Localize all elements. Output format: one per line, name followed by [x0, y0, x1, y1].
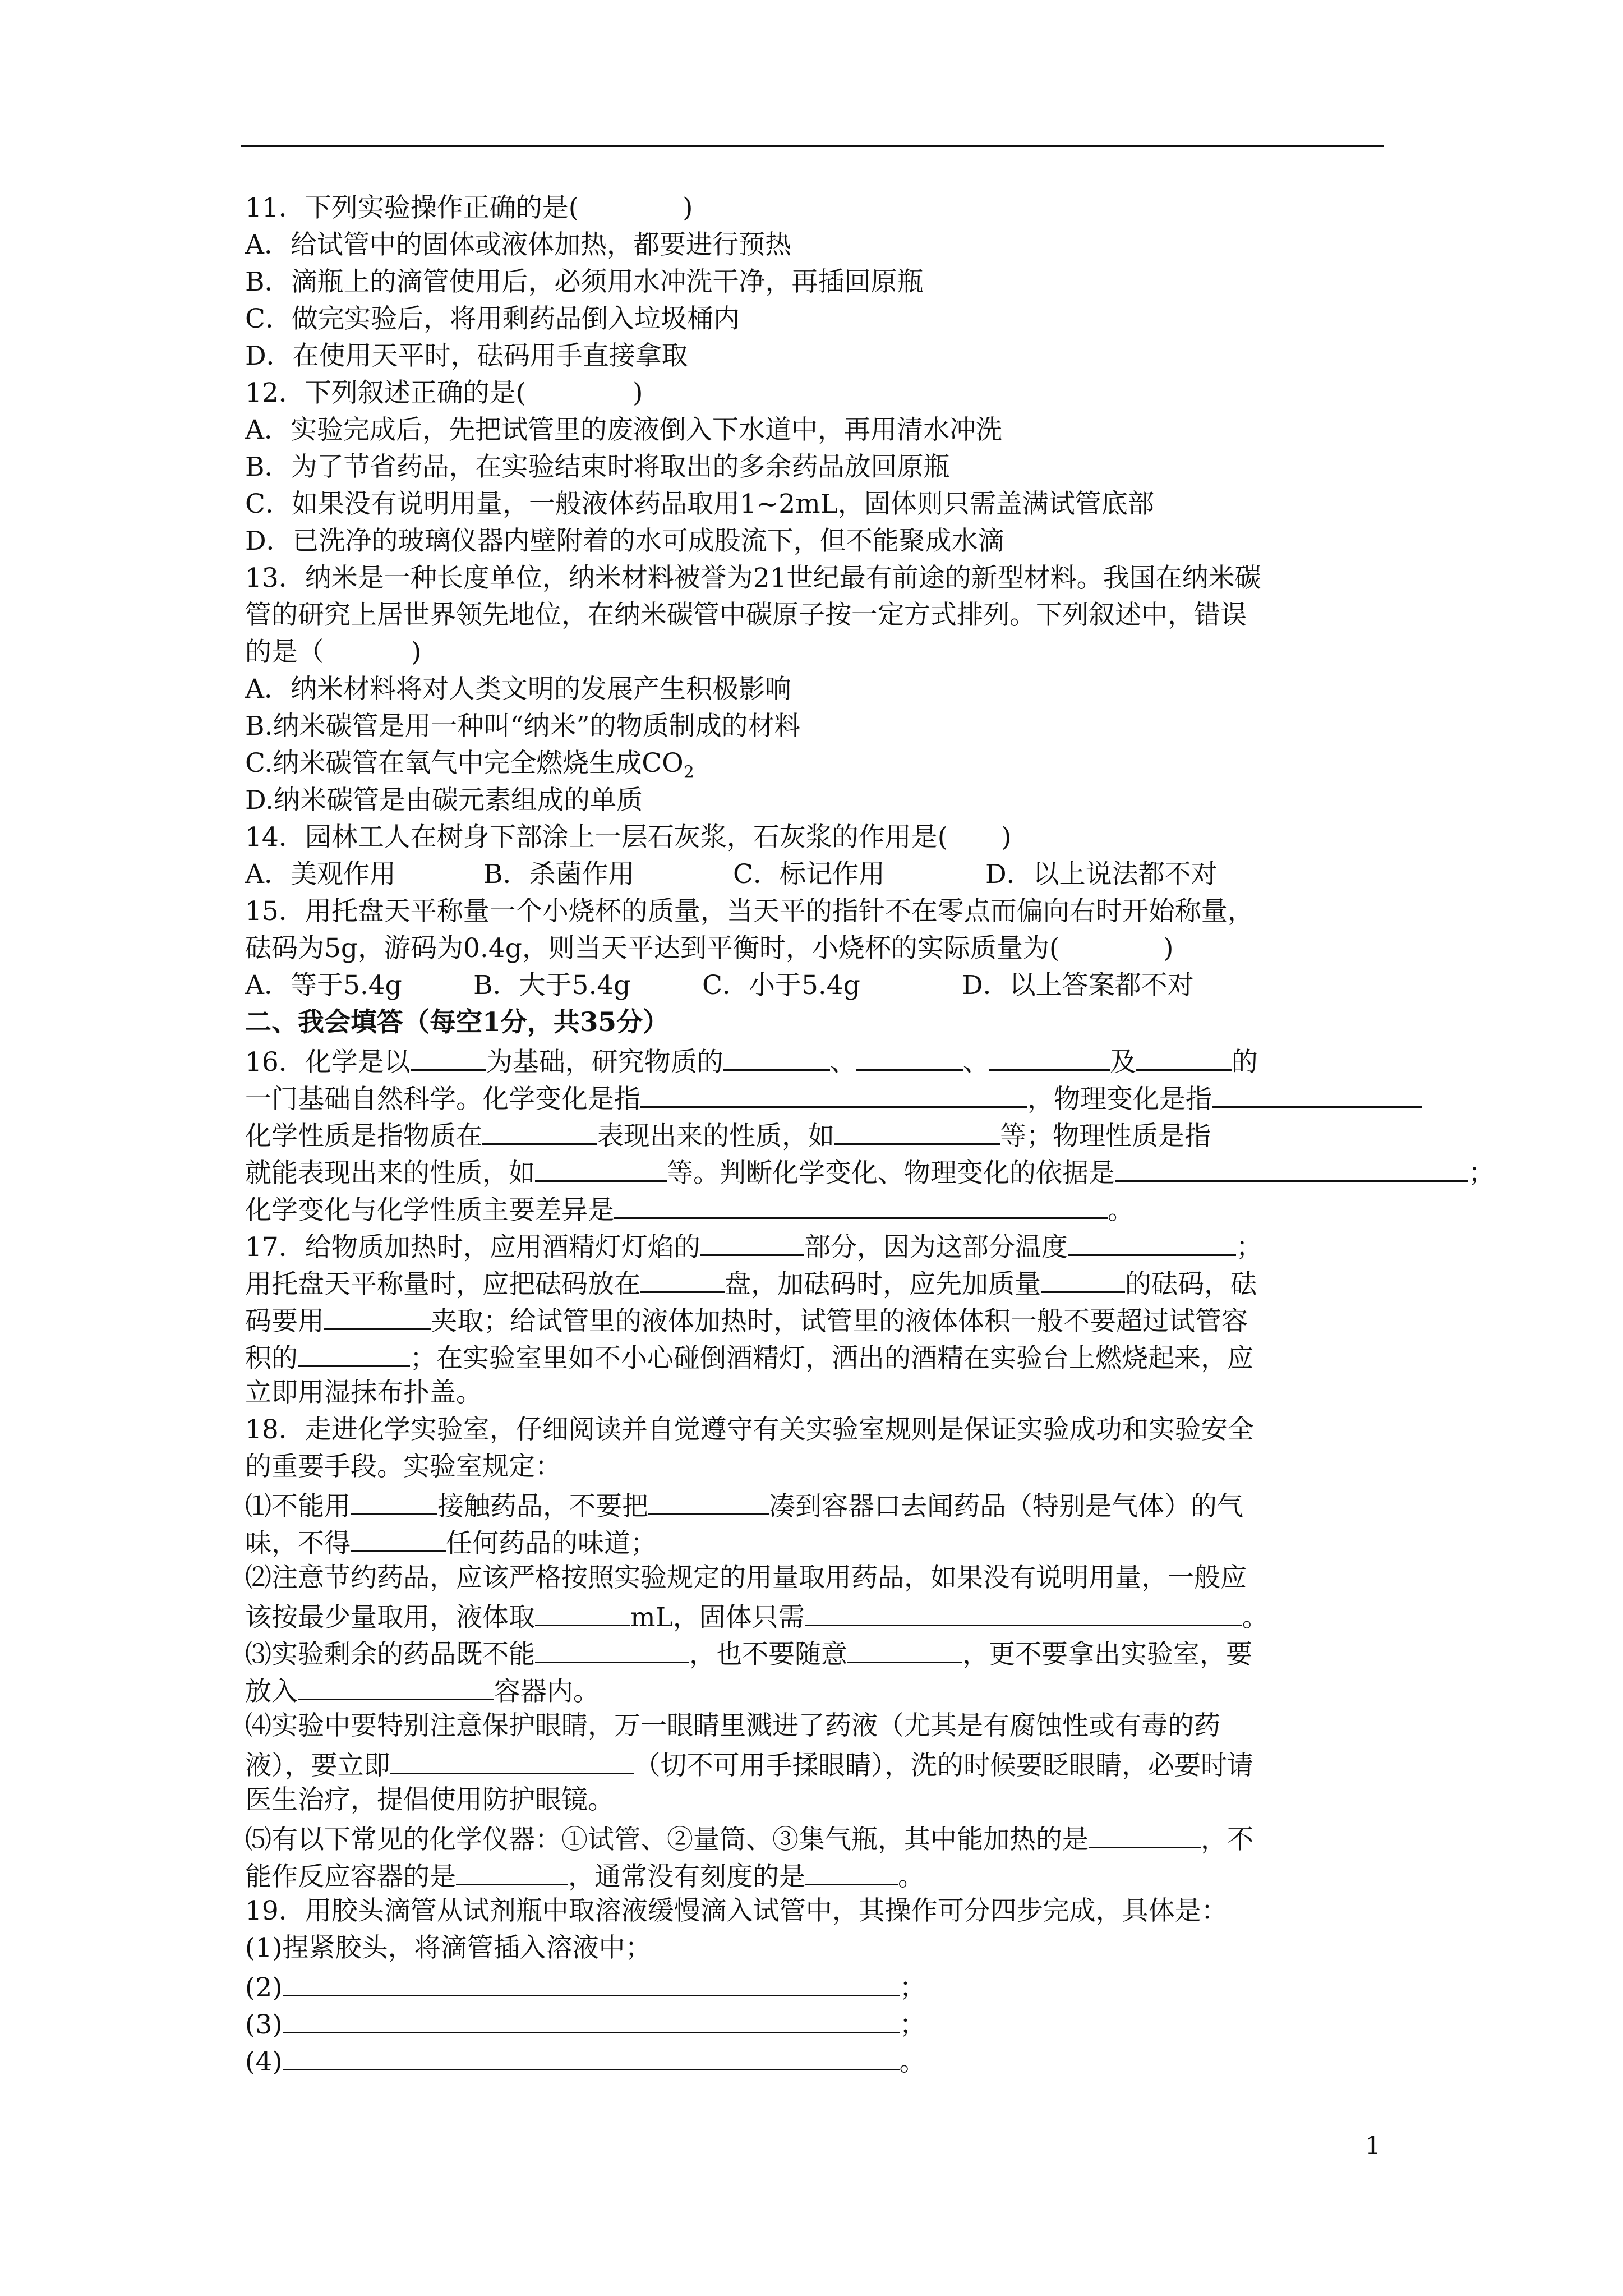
q14-option-b: B．杀菌作用 — [483, 859, 635, 890]
question-12-stem — [245, 375, 1384, 412]
question-17-line-5: 立即用湿抹布扑盖。 — [245, 1377, 482, 1408]
question-13-line-1: 13．纳米是一种长度单位，纳米材料被誉为21世纪最有前途的新型材料。我国在纳米碳 — [245, 563, 1261, 593]
q12-stem-text: 12．下列叙述正确的是( — [245, 378, 527, 408]
q18-part-5-line-1 — [245, 1819, 1384, 1856]
q15-paren-close: ) — [1163, 933, 1174, 964]
question-16-line-5 — [245, 1189, 1384, 1226]
q16-blank-8[interactable] — [482, 1115, 597, 1145]
q18-part-2-line-2 — [245, 1596, 1384, 1634]
q16-text-g: 一门基础自然科学。化学变化是指 — [245, 1084, 640, 1115]
q17-blank-6[interactable] — [298, 1337, 410, 1367]
q17-text-j: ；在实验室里如不小心碰倒酒精灯，洒出的酒精在实验台上燃烧起来，应 — [410, 1343, 1253, 1374]
q17-text-h: 夹取；给试管里的液体加热时，试管里的液体体积一般不要超过试管容 — [431, 1306, 1248, 1337]
q18-blank-1[interactable] — [351, 1485, 437, 1515]
q16-text-p: 。 — [1108, 1195, 1134, 1226]
q18-part-1-line-2 — [245, 1522, 1384, 1559]
q16-blank-9[interactable] — [834, 1115, 1000, 1145]
q16-blank-1[interactable] — [411, 1041, 486, 1071]
q16-text-o: 化学变化与化学性质主要差异是 — [245, 1195, 614, 1226]
q18-p3-text-a: ⑶实验剩余的药品既不能 — [245, 1639, 535, 1670]
q14-option-c: C．标记作用 — [733, 859, 885, 890]
q19-step-2-label: (2) — [245, 1972, 283, 2003]
q13-option-d: D.纳米碳管是由碳元素组成的单质 — [245, 785, 643, 816]
q16-text-f: 的 — [1231, 1047, 1258, 1078]
q19-blank-3[interactable] — [283, 2004, 900, 2033]
question-18-line-2: 的重要手段。实验室规定： — [245, 1451, 561, 1482]
q16-text-k: 等；物理性质是指 — [1000, 1121, 1211, 1152]
q18-p1-text-b: 接触药品，不要把 — [437, 1491, 648, 1522]
q18-p1-text-d: 味，不得 — [245, 1528, 351, 1559]
question-11-stem — [245, 190, 1384, 227]
q18-p2-text-b: 该按最少量取用，液体取 — [245, 1602, 535, 1633]
q16-text-j: 表现出来的性质，如 — [597, 1121, 834, 1152]
q16-text-d: 、 — [962, 1047, 989, 1078]
q18-blank-3[interactable] — [351, 1522, 446, 1552]
q16-text-l: 就能表现出来的性质，如 — [245, 1158, 535, 1189]
q16-blank-3[interactable] — [856, 1041, 963, 1071]
q16-blank-6[interactable] — [640, 1078, 1027, 1108]
q11-option-c: C．做完实验后，将用剩药品倒入垃圾桶内 — [245, 303, 740, 334]
q16-blank-4[interactable] — [989, 1041, 1110, 1071]
co2-subscript: 2 — [683, 762, 694, 783]
q19-step-3-label: (3) — [245, 2009, 283, 2040]
q13-option-a: A．纳米材料将对人类文明的发展产生积极影响 — [245, 674, 791, 705]
q19-blank-2[interactable] — [283, 1967, 900, 1996]
q16-text-m: 等。判断化学变化、物理变化的依据是 — [667, 1158, 1115, 1189]
question-17-line-3 — [245, 1300, 1384, 1337]
q18-blank-5[interactable] — [805, 1596, 1242, 1626]
q17-text-b: 部分，因为这部分温度 — [804, 1232, 1068, 1263]
q16-text-h: ，物理变化是指 — [1027, 1084, 1212, 1115]
q19-step-2-semicolon: ； — [899, 1972, 926, 2003]
q13-stem-end: 的是（ — [245, 637, 324, 668]
q18-part-4-line-2 — [245, 1745, 1384, 1782]
q18-blank-7[interactable] — [847, 1634, 962, 1663]
q17-text-f: 的砝码，砝 — [1125, 1269, 1257, 1300]
q11-stem-text: 11．下列实验操作正确的是( — [245, 192, 579, 223]
q18-p1-text-e: 任何药品的味道； — [446, 1528, 657, 1559]
q18-part-3-line-2 — [245, 1671, 1384, 1708]
q12-option-a: A．实验完成后，先把试管里的废液倒入下水道中，再用清水冲洗 — [245, 415, 1002, 445]
q18-p4-text-b: 液），要立即 — [245, 1750, 390, 1781]
q18-p5-text-b: ，不 — [1201, 1824, 1253, 1855]
q18-p3-text-b: ，也不要随意 — [689, 1639, 847, 1670]
q18-part-3-line-1 — [245, 1634, 1384, 1671]
q17-text-a: 17．给物质加热时，应用酒精灯灯焰的 — [245, 1232, 700, 1263]
q17-text-g: 码要用 — [245, 1306, 324, 1337]
q18-blank-8[interactable] — [298, 1671, 494, 1700]
q18-blank-4[interactable] — [535, 1596, 630, 1626]
worksheet-body — [245, 190, 1495, 2078]
q12-option-b: B．为了节省药品，在实验结束时将取出的多余药品放回原瓶 — [245, 452, 950, 482]
q16-text-c: 、 — [829, 1047, 856, 1078]
q17-text-e: 盘，加砝码时，应先加质量 — [725, 1269, 1041, 1300]
q18-p3-text-c: ，更不要拿出实验室，要 — [962, 1639, 1252, 1670]
q18-blank-2[interactable] — [648, 1485, 769, 1515]
q19-step-2 — [245, 1967, 1384, 2004]
q18-p2-text-c: mL，固体只需 — [630, 1602, 805, 1633]
question-16-line-1 — [245, 1041, 1384, 1078]
q14-option-a: A．美观作用 — [245, 859, 396, 890]
question-14-stem — [245, 819, 1384, 856]
q18-p1-text-c: 凑到容器口去闻药品（特别是气体）的气 — [769, 1491, 1243, 1522]
q16-text-n: ； — [1468, 1158, 1495, 1189]
q18-p3-text-e: 容器内。 — [494, 1676, 600, 1707]
q18-part-4-line-3: 医生治疗，提倡使用防护眼镜。 — [245, 1784, 614, 1815]
q12-option-c: C．如果没有说明用量，一般液体药品取用1~2mL，固体则只需盖满试管底部 — [245, 489, 1154, 519]
q18-p5-text-a: ⑸有以下常见的化学仪器：①试管、②量筒、③集气瓶，其中能加热的是 — [245, 1824, 1089, 1855]
q11-option-b: B．滴瓶上的滴管使用后，必须用水冲洗干净，再插回原瓶 — [245, 266, 924, 297]
q16-text-b: 为基础，研究物质的 — [486, 1047, 723, 1078]
q12-paren-close: ) — [633, 378, 643, 408]
q14-options — [245, 856, 1384, 893]
q15-option-d: D．以上答案都不对 — [962, 970, 1194, 1001]
question-13-line-2: 管的研究上居世界领先地位，在纳米碳管中碳原子按一定方式排列。下列叙述中，错误 — [245, 600, 1247, 631]
question-17-line-1 — [245, 1226, 1384, 1263]
q17-text-c: ； — [1235, 1232, 1262, 1263]
q17-blank-1[interactable] — [700, 1226, 804, 1256]
q16-blank-12[interactable] — [614, 1189, 1108, 1219]
q18-blank-9[interactable] — [390, 1745, 634, 1774]
question-19-line-1: 19．用胶头滴管从试剂瓶中取溶液缓慢滴入试管中，其操作可分四步完成，具体是： — [245, 1895, 1228, 1926]
q13-option-b: B.纳米碳管是用一种叫“纳米”的物质制成的材料 — [245, 711, 801, 742]
q18-p3-text-d: 放入 — [245, 1676, 298, 1707]
q19-step-3 — [245, 2004, 1384, 2041]
q17-blank-2[interactable] — [1068, 1226, 1236, 1256]
q12-option-d: D．已洗净的玻璃仪器内壁附着的水可成股流下，但不能聚成水滴 — [245, 526, 1004, 556]
q11-option-a: A．给试管中的固体或液体加热，都要进行预热 — [245, 229, 791, 260]
q16-text-e: 及 — [1109, 1047, 1136, 1078]
q15-option-c: C．小于5.4g — [702, 970, 860, 1001]
q16-text-i: 化学性质是指物质在 — [245, 1121, 482, 1152]
q16-text-a: 16．化学是以 — [245, 1047, 411, 1078]
question-18-line-1: 18．走进化学实验室，仔细阅读并自觉遵守有关实验室规则是保证实验成功和实验安全 — [245, 1414, 1254, 1445]
q16-blank-5[interactable] — [1136, 1041, 1232, 1071]
q16-blank-10[interactable] — [535, 1152, 667, 1182]
q18-blank-6[interactable] — [535, 1634, 689, 1663]
q15-option-a: A．等于5.4g — [245, 970, 402, 1001]
q14-option-d: D．以上说法都不对 — [985, 859, 1218, 890]
q19-step-3-semicolon: ； — [899, 2009, 926, 2040]
q19-step-4-period: 。 — [899, 2046, 926, 2077]
q19-step-1: (1)捏紧胶头，将滴管插入溶液中； — [245, 1932, 652, 1963]
q17-blank-5[interactable] — [324, 1300, 431, 1330]
question-16-line-4 — [245, 1152, 1495, 1189]
q17-blank-3[interactable] — [640, 1263, 725, 1293]
question-15-line-2 — [245, 930, 1384, 967]
q18-part-2-line-1: ⑵注意节约药品，应该严格按照实验规定的用量取用药品，如果没有说明用量，一般应 — [245, 1562, 1247, 1593]
q18-part-5-line-2 — [245, 1856, 1384, 1893]
header-rule — [241, 145, 1384, 147]
q18-p4-text-c: （切不可用手揉眼睛），洗的时候要眨眼睛，必要时请 — [634, 1750, 1253, 1781]
question-16-line-3 — [245, 1115, 1384, 1152]
q18-blank-11[interactable] — [456, 1856, 568, 1885]
q18-blank-10[interactable] — [1089, 1819, 1201, 1848]
q19-step-4 — [245, 2041, 1384, 2078]
q18-p5-text-c: 能作反应容器的是 — [245, 1861, 456, 1892]
q18-p2-text-d: 。 — [1242, 1602, 1269, 1633]
question-17-line-2 — [245, 1263, 1384, 1300]
q18-p1-text-a: ⑴不能用 — [245, 1491, 351, 1522]
q15-stem-text: 砝码为5g，游码为0.4g，则当天平达到平衡时，小烧杯的实际质量为( — [245, 933, 1060, 964]
q16-blank-2[interactable] — [723, 1041, 830, 1071]
question-15-line-1: 15．用托盘天平称量一个小烧杯的质量，当天平的指针不在零点而偏向右时开始称量， — [245, 896, 1254, 927]
q19-blank-4[interactable] — [283, 2041, 900, 2070]
q17-text-i: 积的 — [245, 1343, 298, 1374]
q18-p5-text-e: 。 — [898, 1861, 924, 1892]
q17-text-d: 用托盘天平称量时，应把砝码放在 — [245, 1269, 640, 1300]
page-number: 1 — [1365, 2132, 1381, 2160]
q16-blank-11[interactable] — [1115, 1152, 1468, 1182]
question-13-line-3 — [245, 634, 1384, 671]
q18-blank-12[interactable] — [805, 1856, 898, 1885]
section-2-heading: 二、我会填答（每空1分，共35分） — [245, 1007, 670, 1038]
question-17-line-4 — [245, 1337, 1384, 1374]
question-16-line-2 — [245, 1078, 1384, 1115]
q11-paren-close: ) — [683, 192, 693, 223]
q18-part-1-line-1 — [245, 1485, 1384, 1522]
q14-paren-close: ) — [1001, 822, 1012, 853]
q15-options — [245, 967, 1384, 1004]
q18-p5-text-d: ，通常没有刻度的是 — [568, 1861, 805, 1892]
q18-part-4-line-1: ⑷实验中要特别注意保护眼睛，万一眼睛里溅进了药液（尤其是有腐蚀性或有毒的药 — [245, 1710, 1220, 1741]
q17-blank-4[interactable] — [1041, 1263, 1125, 1293]
q16-blank-7[interactable] — [1212, 1078, 1422, 1108]
q13-option-c — [245, 745, 1384, 782]
q15-option-b: B．大于5.4g — [473, 970, 631, 1001]
q13-option-c-text: C.纳米碳管在氧气中完全燃烧生成CO — [245, 748, 684, 779]
q19-step-4-label: (4) — [245, 2046, 283, 2077]
q13-paren-close: ) — [411, 637, 422, 668]
q14-stem-text: 14．园林工人在树身下部涂上一层石灰浆，石灰浆的作用是( — [245, 822, 948, 853]
q11-option-d: D．在使用天平时，砝码用手直接拿取 — [245, 341, 688, 371]
